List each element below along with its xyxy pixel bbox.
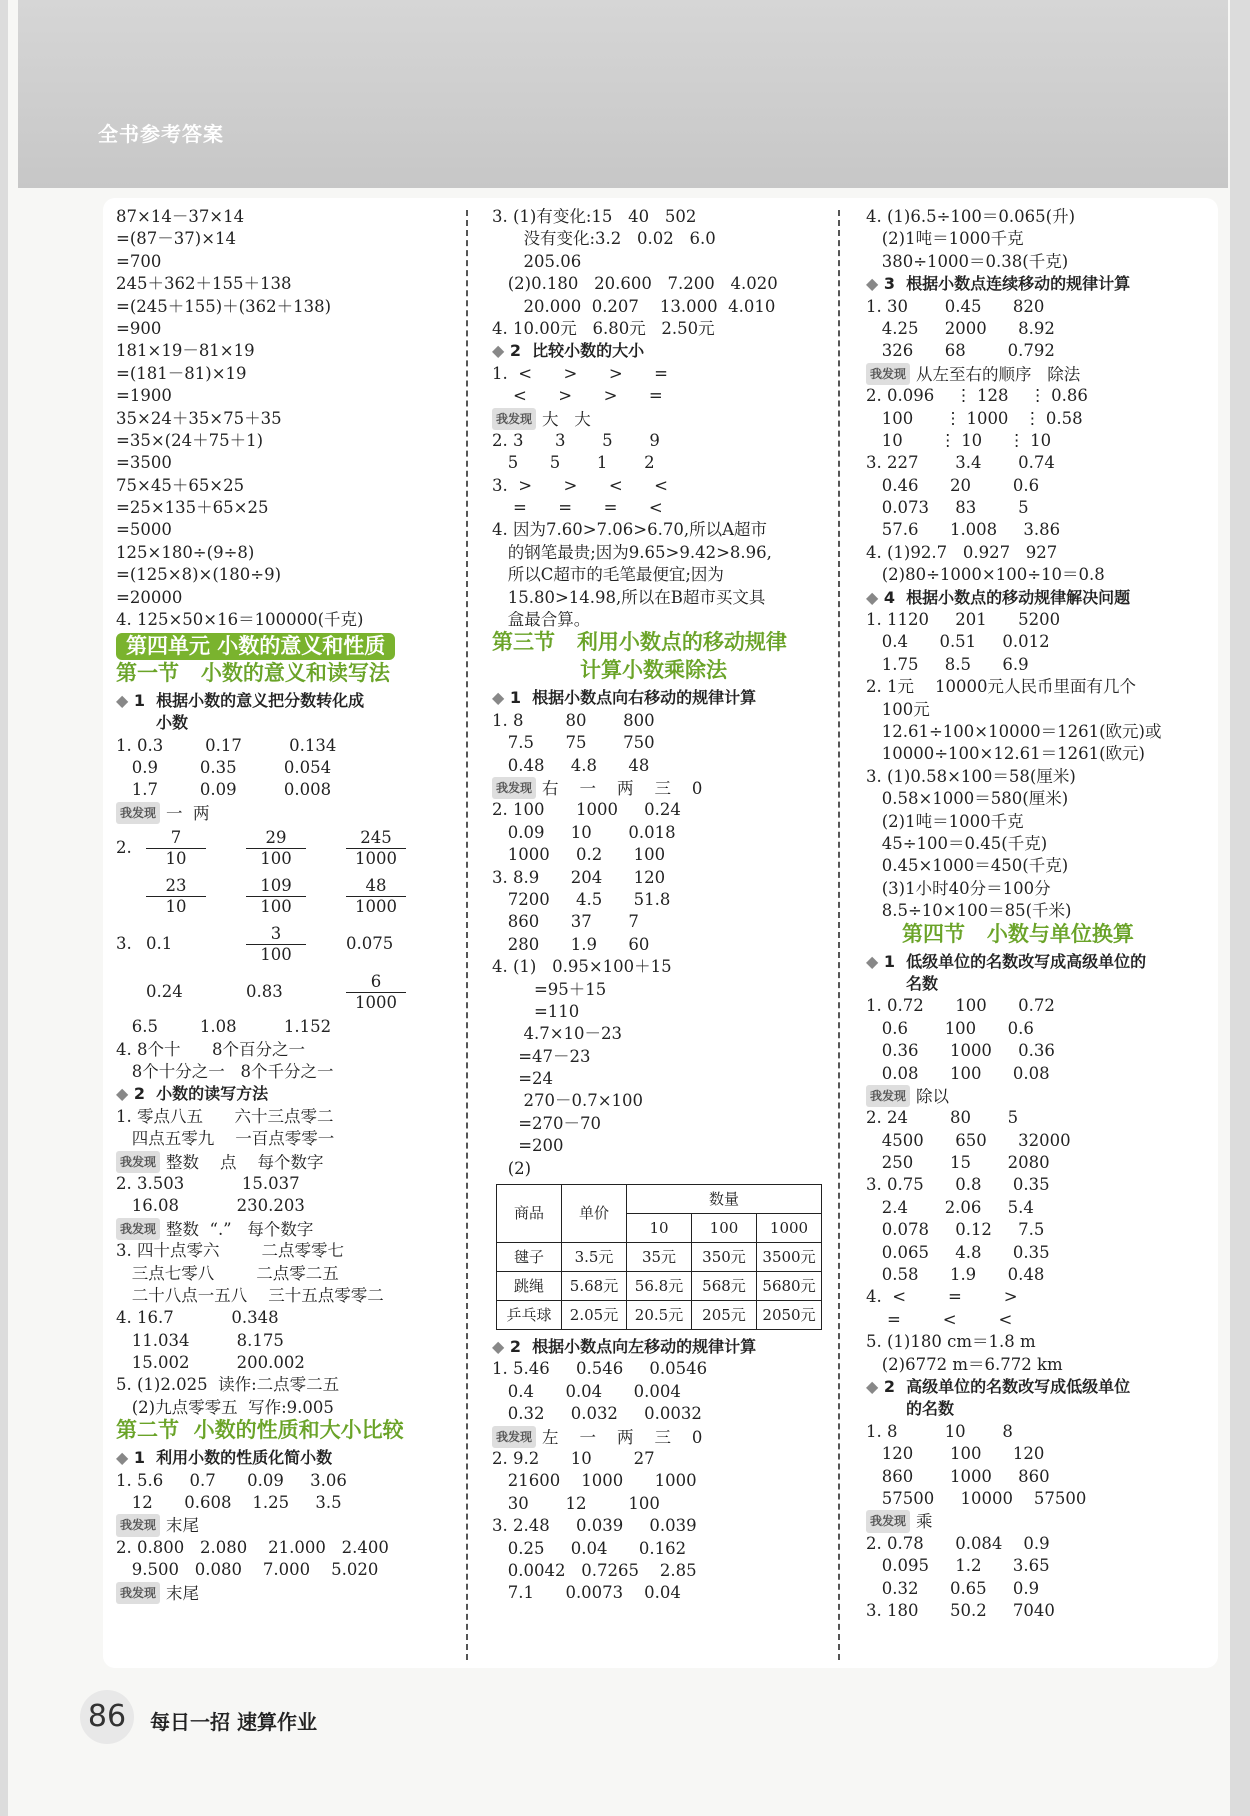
answer-line: 0.073 83 5 [866,498,1029,518]
topic-heading: ◆ 1 根据小数的意义把分数转化成 [116,690,365,710]
answer-line: 10000÷100×12.61＝1261(欧元) [866,744,1145,764]
answer-line: 0.45×1000＝450(千克) [866,856,1069,876]
fraction: $\frac{109}{100}$ [246,876,306,917]
table-row: 商品 单价 数量 [497,1185,822,1214]
answer-line: 1. 0.72 100 0.72 [866,996,1055,1016]
finding-line: 我发现 除以 [866,1085,1211,1107]
answer-line: =1900 [116,386,172,406]
finding-badge: 我发现 [866,1085,910,1107]
answer-block [492,710,832,777]
header-title: 全书参考答案 [98,122,224,146]
answer-line: 1. 0.3 0.17 0.134 [116,735,337,755]
finding-badge: 我发现 [116,802,160,824]
answer-line: 12.61÷100×10000＝1261(欧元)或 [866,722,1162,742]
answer-line: (2)0.180 20.600 7.200 4.020 [492,274,778,294]
answer-line: 1. 8 80 800 [492,710,655,730]
finding-badge: 我发现 [492,777,536,799]
answer-line: 1. 5.6 0.7 0.09 3.06 [116,1470,347,1490]
topic-heading-cont: 名数 [906,973,939,993]
answer-line: 4.25 2000 8.92 [866,318,1055,338]
answer-line: (2)80÷1000×100÷10＝0.8 [866,565,1105,585]
table-row: 10 100 1000 [497,1214,822,1243]
answer-line: (2)九点零零五 写作:9.005 [116,1397,334,1417]
finding-line: 我发现 右 一 两 三 0 [492,777,832,799]
answer-line: 3. > > < < [492,475,668,495]
answer-line: 3. 0.75 0.8 0.35 [866,1175,1050,1195]
answer-line: 0.095 1.2 3.65 [866,1556,1050,1576]
answer-block [866,1533,1211,1623]
answer-line: =700 [116,251,162,271]
answer-block [116,735,461,802]
answer-line: 1. < > > = [492,363,668,383]
diamond-icon: ◆ [116,690,129,710]
answer-line: 3. (1)0.58×100＝58(厘米) [866,766,1076,786]
answer-line: 35×24＋35×75＋35 [116,408,282,428]
answer-line: 100 ⋮ 1000 ⋮ 0.58 [866,408,1083,428]
table-row: 乒乓球 2.05元 20.5元 205元 2050元 [497,1301,822,1330]
answer-line: 4. (1) 0.95×100＋15 [492,957,672,977]
answer-line: 4. 8个十 8个百分之一 [116,1039,305,1059]
answer-line: 4. (1)6.5÷100＝0.065(升) [866,207,1076,226]
finding-badge: 我发现 [116,1151,160,1173]
answer-line: 1.7 0.09 0.008 [116,780,332,800]
answer-line: 9.500 0.080 7.000 5.020 [116,1560,379,1580]
answer-line: 0.58×1000＝580(厘米) [866,789,1069,809]
answer-block [492,1358,832,1425]
answer-line: 0.065 4.8 0.35 [866,1242,1050,1262]
answer-line: =(181－81)×19 [116,363,247,383]
answer-line: 4. < = > [866,1287,1018,1307]
diamond-icon: ◆ [866,274,879,294]
answer-line: 4500 650 32000 [866,1130,1071,1150]
answer-block [866,206,1211,273]
finding-badge: 我发现 [116,1218,160,1240]
answer-line: 0.9 0.35 0.054 [116,758,332,778]
topic-heading: ◆ 3 根据小数点连续移动的规律计算 [866,274,1131,294]
answer-line: 的钢笔最贵;因为9.65>9.42>8.96, [492,542,772,562]
answer-line: = = = < [492,498,663,518]
answer-line: 2. 3 3 5 9 [492,430,660,450]
answer-block [866,385,1211,587]
finding-line: 我发现 从左至右的顺序 除法 [866,363,1211,385]
answer-line: 二十八点一五八 三十五点零零二 [116,1285,384,1305]
answer-line: =(245＋155)＋(362＋138) [116,296,332,316]
answer-line: =270－70 [492,1113,602,1133]
answer-line: 0.4 0.51 0.012 [866,632,1050,652]
answer-line: 57500 10000 57500 [866,1488,1087,1508]
answer-line: 四点五零九 一百点零零一 [116,1129,335,1149]
answer-block [492,363,832,408]
answer-line: =47－23 [492,1046,591,1066]
answer-line: =35×(24＋75＋1) [116,430,264,450]
answer-block [492,206,832,340]
fraction: $\frac{3}{100}$ [246,924,306,965]
answer-line: 0.09 10 0.018 [492,822,676,842]
fraction-row: 2. $\frac{7}{10}$ $\frac{29}{100}$ $\frac{245}{1000}$ [116,824,461,872]
answer-line: 3. 四十点零六 二点零零七 [116,1241,344,1261]
answer-line: 2. 3.503 15.037 [116,1173,300,1193]
answer-line: = < < [866,1309,1013,1329]
fraction-row: 0.24 0.83 $\frac{6}{1000}$ [116,968,461,1016]
answer-block [866,1421,1211,1511]
answer-line: 125×180÷(9÷8) [116,542,255,562]
answer-block [116,1173,461,1218]
answer-line: 3. 2.48 0.039 0.039 [492,1516,697,1536]
answer-line: 250 15 2080 [866,1153,1050,1173]
answer-line: 20.000 0.207 13.000 4.010 [492,296,776,316]
answer-line: 16.08 230.203 [116,1196,305,1216]
diamond-icon: ◆ [116,1084,129,1104]
finding-badge: 我发现 [492,408,536,430]
answer-line: 2. 0.78 0.084 0.9 [866,1533,1050,1553]
footer-title: 每日一招 速算作业 [150,1710,317,1734]
answer-line: =3500 [116,453,172,473]
answer-line: 1. 8 10 8 [866,1421,1013,1441]
answer-line: 205.06 [492,251,582,271]
answer-line: 326 68 0.792 [866,341,1055,361]
answer-line: 4. 因为7.60>7.06>6.70,所以A超市 [492,520,768,540]
answer-block [866,995,1211,1085]
answer-block [866,1107,1211,1376]
topic-heading: ◆ 2 小数的读写方法 [116,1084,269,1104]
answer-line: 2. 24 80 5 [866,1108,1019,1128]
topic-heading-cont: 的名数 [906,1399,955,1419]
finding-line: 我发现 大 大 [492,408,832,430]
finding-badge: 我发现 [116,1514,160,1536]
answer-line: 0.36 1000 0.36 [866,1041,1055,1061]
answer-line: 4. 125×50×16＝100000(千克) [116,610,364,630]
answer-line: 2. 0.800 2.080 21.000 2.400 [116,1537,389,1557]
answer-line: < > > = [492,386,663,406]
topic-heading: ◆ 1 低级单位的名数改写成高级单位的 [866,951,1147,971]
answer-line: 75×45＋65×25 [116,475,245,495]
answer-line: (2)1吨＝1000千克 [866,229,1024,249]
topic-heading-cont: 小数 [156,713,189,733]
fraction: $\frac{7}{10}$ [146,828,206,869]
answer-line: 0.4 0.04 0.004 [492,1381,681,1401]
answer-line: 270－0.7×100 [492,1091,644,1111]
answer-block [116,1240,461,1419]
answer-line: 1. 5.46 0.546 0.0546 [492,1359,708,1379]
answer-line: 8个十分之一 8个千分之一 [116,1061,334,1081]
answer-line: =20000 [116,587,183,607]
section-title-cont: 计算小数乘除法 [580,658,727,683]
column-1 [116,206,461,1604]
answer-line: 57.6 1.008 3.86 [866,520,1061,540]
answer-line: 0.078 0.12 7.5 [866,1220,1045,1240]
answer-line: 15.002 200.002 [116,1353,305,1373]
answer-line: =24 [492,1069,554,1089]
answer-line: =(87－37)×14 [116,229,237,249]
table-row: 跳绳 5.68元 56.8元 568元 5680元 [497,1272,822,1301]
answer-line: 12 0.608 1.25 3.5 [116,1493,342,1513]
answer-line: (2)6772 m＝6.772 km [866,1354,1063,1374]
answer-line: 2. 1元 10000元人民币里面有几个 [866,677,1136,697]
answer-line: 7.1 0.0073 0.04 [492,1583,681,1603]
answer-line: 没有变化:3.2 0.02 6.0 [492,229,716,249]
answer-line: 15.80>14.98,所以在B超市买文具 [492,587,766,607]
fraction: $\frac{29}{100}$ [246,828,306,869]
answer-line: (2)1吨＝1000千克 [866,811,1024,831]
answer-line: 0.25 0.04 0.162 [492,1538,687,1558]
answer-line: 盒最合算。 [492,610,591,630]
answer-line: (2) [492,1158,532,1178]
answer-line: 100元 [866,699,930,719]
answer-block [116,1016,461,1083]
finding-line: 我发现 整数 “.” 每个数字 [116,1218,461,1240]
price-table [496,1184,822,1330]
answer-line: =5000 [116,520,172,540]
answer-line: 三点七零八 二点零二五 [116,1263,339,1283]
answer-line: 10 ⋮ 10 ⋮ 10 [866,430,1052,450]
answer-line: 7200 4.5 51.8 [492,889,671,909]
answer-line: 45÷100＝0.45(千克) [866,833,1048,853]
fraction-row [116,872,461,920]
diamond-icon: ◆ [116,1448,129,1468]
answer-line: 4. (1)92.7 0.927 927 [866,542,1058,562]
diamond-icon: ◆ [492,1337,505,1357]
topic-heading: ◆ 4 根据小数点的移动规律解决问题 [866,587,1131,607]
answer-line: 1. 1120 201 5200 [866,610,1061,630]
answer-line: =200 [492,1136,564,1156]
answer-line: =(125×8)×(180÷9) [116,565,282,585]
answer-line: 0.6 100 0.6 [866,1018,1034,1038]
answer-line: 30 12 100 [492,1493,660,1513]
answer-line: 245＋362＋155＋138 [116,274,292,294]
section-title: 第一节 小数的意义和读写法 [116,660,390,685]
diamond-icon: ◆ [866,587,879,607]
finding-badge: 我发现 [492,1426,536,1448]
answer-line: 21600 1000 1000 [492,1471,697,1491]
answer-line: 1.75 8.5 6.9 [866,654,1029,674]
answer-line: =900 [116,318,162,338]
topic-heading: ◆ 2 根据小数点向左移动的规律计算 [492,1337,757,1357]
answer-line: (3)1小时40分＝100分 [866,878,1051,898]
fraction-row: 3. 0.1 $\frac{3}{100}$ 0.075 [116,923,394,964]
answer-block [492,799,832,1180]
finding-line: 我发现 整数 点 每个数字 [116,1151,461,1173]
column-divider [466,210,468,1660]
answer-line: 181×19－81×19 [116,341,255,361]
answer-line: 0.48 4.8 48 [492,755,650,775]
fraction: $\frac{23}{10}$ [146,876,206,917]
answer-block [116,1537,461,1582]
finding-line: 我发现 乘 [866,1510,1211,1532]
answer-line: 11.034 8.175 [116,1330,284,1350]
column-divider [838,210,840,1660]
answer-line: 5. (1)180 cm＝1.8 m [866,1332,1036,1352]
answer-line: 2. 0.096 ⋮ 128 ⋮ 0.86 [866,386,1088,406]
answer-line: 7.5 75 750 [492,733,655,753]
answer-line: 860 37 7 [492,912,639,932]
answer-line: 4. 10.00元 6.80元 2.50元 [492,318,715,338]
finding-line: 我发现 左 一 两 三 0 [492,1426,832,1448]
answer-line: 4.7×10－23 [492,1024,623,1044]
answer-block [866,609,1211,922]
finding-badge: 我发现 [866,1510,910,1532]
answer-line: 1000 0.2 100 [492,845,666,865]
topic-heading: ◆ 2 高级单位的名数改写成低级单位 [866,1376,1131,1396]
answer-line: 0.46 20 0.6 [866,475,1040,495]
table-row: 毽子 3.5元 35元 350元 3500元 [497,1243,822,1272]
answer-line: 0.08 100 0.08 [866,1063,1050,1083]
section-title: 第二节 小数的性质和大小比较 [116,1418,404,1443]
finding-badge: 我发现 [116,1582,160,1604]
answer-line: 0.32 0.032 0.0032 [492,1404,702,1424]
answer-block [866,296,1211,363]
diamond-icon: ◆ [866,1376,879,1396]
answer-line: 2. 9.2 10 27 [492,1449,655,1469]
fraction: $\frac{6}{1000}$ [346,972,406,1013]
answer-line: 0.32 0.65 0.9 [866,1578,1040,1598]
finding-badge: 我发现 [866,363,910,385]
fraction: $\frac{48}{1000}$ [346,876,406,917]
finding-line: 我发现 一 两 [116,802,461,824]
diamond-icon: ◆ [492,688,505,708]
section-title: 第四节 小数与单位换算 [902,921,1134,946]
answer-line: =95＋15 [492,979,607,999]
calc-block [116,206,461,631]
answer-line: 3. (1)有变化:15 40 502 [492,207,697,226]
finding-line: 我发现 末尾 [116,1582,461,1604]
answer-line: 8.5÷10×100＝85(千米) [866,901,1072,921]
diamond-icon: ◆ [492,341,505,361]
unit-title: 第四单元 小数的意义和性质 [116,633,395,659]
answer-line: 1. 30 0.45 820 [866,296,1045,316]
answer-line: 6.5 1.08 1.152 [116,1017,332,1037]
topic-heading: ◆ 1 根据小数点向右移动的规律计算 [492,688,757,708]
page-number: 86 [80,1690,134,1744]
answer-line: 0.58 1.9 0.48 [866,1265,1045,1285]
answer-block [492,430,832,632]
answer-line: 1. 零点八五 六十三点零二 [116,1106,334,1126]
answer-block [492,1448,832,1605]
header-band [18,0,1228,188]
answer-line: 2. 100 1000 0.24 [492,800,681,820]
answer-line: 5 5 1 2 [492,453,655,473]
answer-line: 2.4 2.06 5.4 [866,1197,1034,1217]
section-title: 第三节 利用小数点的移动规律 [492,630,787,655]
answer-line: 860 1000 860 [866,1466,1050,1486]
column-2 [492,206,832,1605]
answer-line: =25×135＋65×25 [116,498,269,518]
answer-line: =110 [492,1001,580,1021]
answer-line: 3. 8.9 204 120 [492,867,666,887]
answer-line: 4. 16.7 0.348 [116,1308,279,1328]
answer-block [116,1106,461,1151]
column-3 [866,206,1211,1622]
answer-line: 5. (1)2.025 读作:二点零二五 [116,1375,340,1395]
answer-line: 0.0042 0.7265 2.85 [492,1560,697,1580]
diamond-icon: ◆ [866,951,879,971]
answer-line: 所以C超市的毛笔最便宜;因为 [492,565,724,585]
finding-line: 我发现 末尾 [116,1514,461,1536]
topic-heading: ◆ 2 比较小数的大小 [492,341,645,361]
topic-heading: ◆ 1 利用小数的性质化简小数 [116,1448,333,1468]
answer-line: 280 1.9 60 [492,934,650,954]
fraction: $\frac{245}{1000}$ [346,828,406,869]
answer-block [116,1470,461,1515]
answer-line: 380÷1000＝0.38(千克) [866,251,1069,271]
answer-line: 3. 227 3.4 0.74 [866,453,1055,473]
answer-line: 87×14－37×14 [116,207,245,226]
answer-line: 3. 180 50.2 7040 [866,1600,1055,1620]
answer-line: 120 100 120 [866,1444,1045,1464]
